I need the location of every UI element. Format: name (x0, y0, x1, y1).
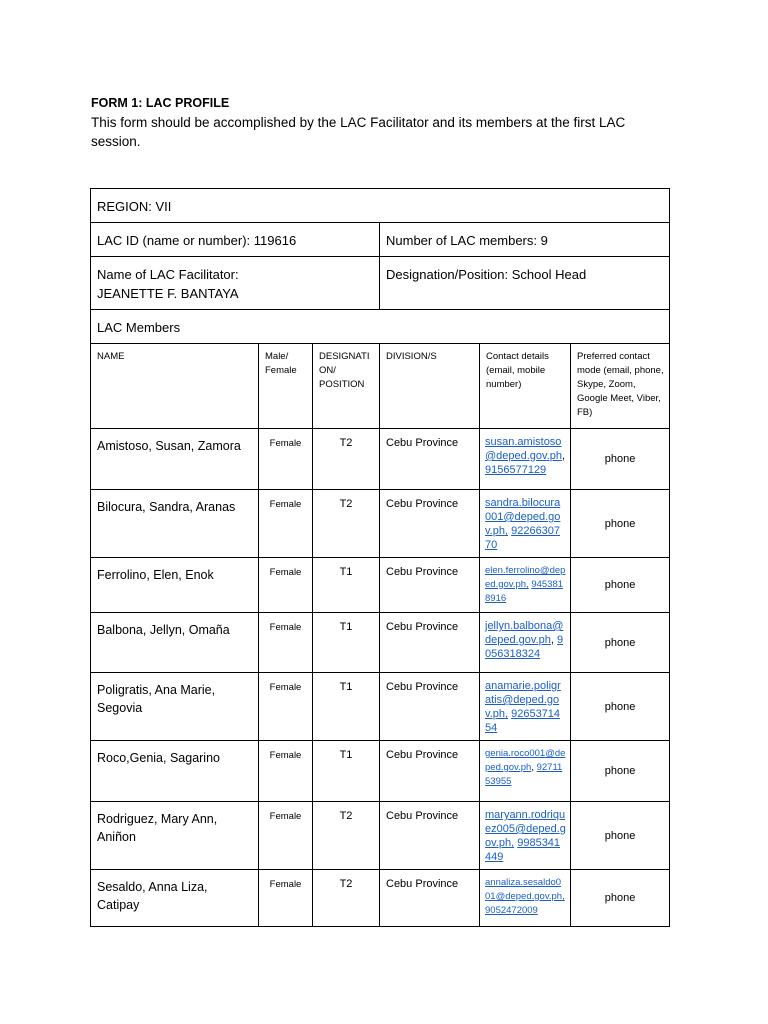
member-contact (480, 673, 571, 741)
col-header-name: NAME (91, 344, 259, 429)
member-phone-link[interactable]: 9156577129 (485, 464, 547, 476)
member-contact-mode: phone (571, 673, 670, 741)
member-sex: Female (259, 490, 313, 558)
member-name: Amistoso, Susan, Zamora (91, 429, 259, 490)
lac-id-cell: LAC ID (name or number): 119616 (91, 223, 380, 257)
member-position: T2 (313, 802, 380, 870)
member-row (91, 741, 670, 802)
designation-cell: Designation/Position: School Head (380, 257, 670, 310)
member-position: T1 (313, 558, 380, 613)
member-row (91, 802, 670, 870)
member-contact-mode: phone (571, 870, 670, 927)
member-name: Poligratis, Ana Marie, Segovia (91, 673, 259, 741)
member-phone-link[interactable]: 9271153955 (485, 762, 563, 787)
member-name: Balbona, Jellyn, Omaña (91, 613, 259, 673)
facilitator-name: JEANETTE F. BANTAYA (97, 286, 239, 301)
member-email-link[interactable]: anamarie.poligratis@deped.gov.ph, (485, 680, 561, 720)
column-header-row (91, 344, 670, 429)
member-row (91, 429, 670, 490)
member-email-link[interactable]: genia.roco001@deped.gov.ph (485, 748, 566, 773)
member-division: Cebu Province (380, 558, 480, 613)
col-header-mode: Preferred contact mode (email, phone, Skype, Zoom, Google Meet, Viber, FB) (571, 344, 670, 429)
member-sex: Female (259, 429, 313, 490)
member-name: Rodriguez, Mary Ann, Aniñon (91, 802, 259, 870)
col-header-position: DESIGNATI ON/ POSITION (313, 344, 380, 429)
member-division: Cebu Province (380, 870, 480, 927)
member-sex: Female (259, 870, 313, 927)
member-email-link[interactable]: elen.ferrolino@deped.gov.ph, (485, 565, 566, 590)
member-row (91, 870, 670, 927)
member-division: Cebu Province (380, 490, 480, 558)
member-email-link[interactable]: sandra.bilocura001@deped.gov.ph, (485, 497, 561, 537)
lac-profile-table (90, 188, 670, 927)
member-division: Cebu Province (380, 741, 480, 802)
form-description: This form should be accomplished by the LAC Facilitator and its members at the first LAC session. (91, 115, 626, 149)
region-cell: REGION: VII (91, 189, 670, 223)
lac-id-row (91, 223, 670, 257)
member-sex: Female (259, 673, 313, 741)
member-email-link[interactable]: jellyn.balbona@deped.gov.ph (485, 620, 564, 646)
member-position: T1 (313, 613, 380, 673)
member-phone-link[interactable]: 9226630770 (485, 525, 561, 551)
member-division: Cebu Province (380, 673, 480, 741)
member-name: Bilocura, Sandra, Aranas (91, 490, 259, 558)
col-header-sex: Male/ Female (259, 344, 313, 429)
member-row (91, 673, 670, 741)
member-division: Cebu Province (380, 802, 480, 870)
member-contact (480, 802, 571, 870)
member-name: Roco,Genia, Sagarino (91, 741, 259, 802)
member-position: T1 (313, 741, 380, 802)
member-contact-mode: phone (571, 613, 670, 673)
member-position: T2 (313, 429, 380, 490)
member-contact-mode: phone (571, 741, 670, 802)
member-email-link[interactable]: annaliza.sesaldo001@deped.gov.ph, (485, 877, 565, 902)
facilitator-row (91, 257, 670, 310)
member-count-cell: Number of LAC members: 9 (380, 223, 670, 257)
member-contact (480, 490, 571, 558)
member-contact-mode: phone (571, 490, 670, 558)
member-phone-link[interactable]: 9056318324 (485, 634, 564, 660)
facilitator-cell (91, 257, 380, 310)
member-sex: Female (259, 741, 313, 802)
member-sex: Female (259, 802, 313, 870)
member-phone-link[interactable]: 9453818916 (485, 579, 564, 604)
col-header-division: DIVISION/S (380, 344, 480, 429)
member-contact-mode: phone (571, 802, 670, 870)
member-row (91, 558, 670, 613)
member-email-link[interactable]: maryann.rodriquez005@deped.gov.ph, (485, 809, 566, 849)
members-heading-row (91, 310, 670, 344)
member-position: T2 (313, 490, 380, 558)
member-phone-link[interactable]: 9985341449 (485, 837, 561, 863)
form-title: FORM 1: LAC PROFILE (91, 96, 230, 110)
region-row (91, 189, 670, 223)
member-row (91, 490, 670, 558)
member-sex: Female (259, 558, 313, 613)
form-intro (91, 94, 671, 151)
member-phone-link[interactable]: 9052472009 (485, 905, 538, 916)
member-position: T2 (313, 870, 380, 927)
member-contact-mode: phone (571, 558, 670, 613)
facilitator-label: Name of LAC Facilitator: (97, 267, 239, 282)
member-division: Cebu Province (380, 613, 480, 673)
member-row (91, 613, 670, 673)
member-contact: jellyn.balbona@deped.gov.ph, 9056318324 (480, 613, 571, 673)
member-contact: susan.amistoso@deped.gov.ph, 9156577129 (480, 429, 571, 490)
member-phone-link[interactable]: 9265371454 (485, 708, 561, 734)
member-contact (480, 558, 571, 613)
member-contact (480, 870, 571, 927)
member-email-link[interactable]: susan.amistoso@deped.gov.ph (485, 436, 563, 462)
member-name: Sesaldo, Anna Liza, Catipay (91, 870, 259, 927)
member-sex: Female (259, 613, 313, 673)
col-header-contact: Contact details (email, mobile number) (480, 344, 571, 429)
member-position: T1 (313, 673, 380, 741)
members-heading: LAC Members (91, 310, 670, 344)
member-division: Cebu Province (380, 429, 480, 490)
member-name: Ferrolino, Elen, Enok (91, 558, 259, 613)
member-contact-mode: phone (571, 429, 670, 490)
member-contact: genia.roco001@deped.gov.ph, 9271153955 (480, 741, 571, 802)
